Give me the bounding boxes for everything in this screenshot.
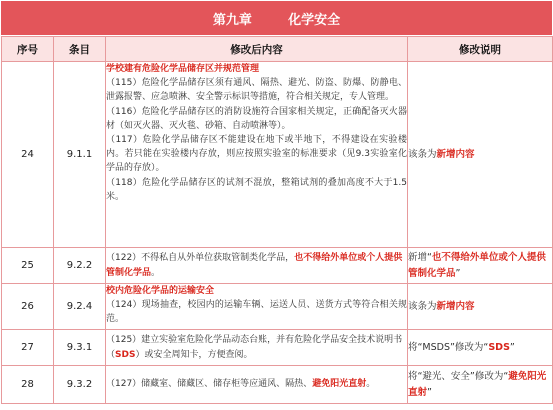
note-suffix: ” xyxy=(455,267,461,279)
row-section: 9.2.2 xyxy=(54,248,106,284)
row-section: 9.1.1 xyxy=(54,62,106,248)
row-section: 9.2.4 xyxy=(54,284,106,330)
row-content xyxy=(106,366,408,404)
column-header-note: 修改说明 xyxy=(408,37,553,62)
row-number: 28 xyxy=(2,366,54,404)
table-row xyxy=(2,62,553,248)
row-number: 24 xyxy=(2,62,54,248)
content-suffix: ）或安全周知卡，方便查阅。 xyxy=(135,349,253,360)
column-header-section: 条目 xyxy=(54,37,106,62)
chapter-gap xyxy=(252,11,288,26)
content-highlight: 避免阳光直射 xyxy=(312,379,367,390)
content-paragraph: （118）危险化学品储存区的试剂不混放，整箱试剂的叠加高度不大于1.5米。 xyxy=(106,177,407,202)
content-paragraph: （115）危险化学品储存区须有通风、隔热、避光、防盗、防爆、防静电、泄露报警、应急喷淋、安全警示标识等措施，符合相关规定，专人管理。 xyxy=(106,78,407,103)
note-highlight: 避免阳光直射 xyxy=(408,370,547,398)
content-highlight: SDS xyxy=(115,349,136,360)
note-prefix: 将“避光、安全”修改为“ xyxy=(408,370,509,382)
note-highlight: 新增内容 xyxy=(436,148,475,160)
row-note xyxy=(408,62,553,248)
note-highlight: 也不得给外单位或个人提供管制化学品 xyxy=(408,251,546,279)
chapter-number: 第九章 xyxy=(212,12,252,28)
row-note xyxy=(408,284,553,330)
column-header-no: 序号 xyxy=(2,37,54,62)
content-prefix: （122）不得私自从外单位获取管制类化学品， xyxy=(106,253,295,264)
table-row xyxy=(2,330,553,366)
chapter-title: 化学安全 xyxy=(288,12,341,28)
content-paragraph: （117）危险化学品储存区不能建设在地下或半地下，不得建设在实验楼内。若只能在实验楼内存放，则应按照实验室的标准要求（见9.3实验室化学品的存放）。 xyxy=(106,135,407,174)
row-note xyxy=(408,248,553,284)
content-paragraph: （124）现场抽查，校园内的运输车辆、运送人员、送货方式等符合相关规范。 xyxy=(106,300,407,325)
row-content xyxy=(106,62,408,248)
row-content xyxy=(106,248,408,284)
note-prefix: 该条为 xyxy=(408,148,437,160)
note-prefix: 该条为 xyxy=(408,300,437,312)
content-highlight: 也不得给外单位或个人提供管制化学品 xyxy=(106,253,403,278)
note-suffix: ” xyxy=(427,386,432,398)
content-suffix: 。 xyxy=(151,267,161,278)
row-number: 26 xyxy=(2,284,54,330)
row-content xyxy=(106,284,408,330)
chapter-header xyxy=(1,1,552,35)
row-note xyxy=(408,330,553,366)
content-title: 校内危险化学品的运输安全 xyxy=(106,286,215,296)
row-note xyxy=(408,366,553,404)
row-content xyxy=(106,330,408,366)
content-suffix: 。 xyxy=(366,379,376,390)
table-header-row xyxy=(2,37,553,62)
note-highlight: 新增内容 xyxy=(436,300,475,312)
content-title: 学校建有危险化学品储存区并规范管理 xyxy=(106,64,260,74)
note-prefix: 将“MSDS”修改为“ xyxy=(408,341,489,353)
table-row xyxy=(2,366,553,404)
column-header-content: 修改后内容 xyxy=(106,37,408,62)
row-section: 9.3.2 xyxy=(54,366,106,404)
note-suffix: ” xyxy=(509,341,515,353)
table-row xyxy=(2,284,553,330)
content-prefix: （125）建立实验室危险化学品动态台账，并有危险化学品安全技术说明书（ xyxy=(106,335,403,360)
revision-table xyxy=(1,36,553,404)
table-row xyxy=(2,248,553,284)
content-paragraph: （116）危险化学品储存区的消防设施符合国家相关规定，正确配备灭火器材（如灭火器、灭火毯、砂箱、自动喷淋等）。 xyxy=(106,106,407,131)
content-prefix: （127）储藏室、储藏区、储存柜等应通风、隔热、 xyxy=(106,379,313,390)
row-section: 9.3.1 xyxy=(54,330,106,366)
note-prefix: 新增“ xyxy=(408,251,432,263)
row-number: 27 xyxy=(2,330,54,366)
note-highlight: SDS xyxy=(488,341,510,353)
row-number: 25 xyxy=(2,248,54,284)
